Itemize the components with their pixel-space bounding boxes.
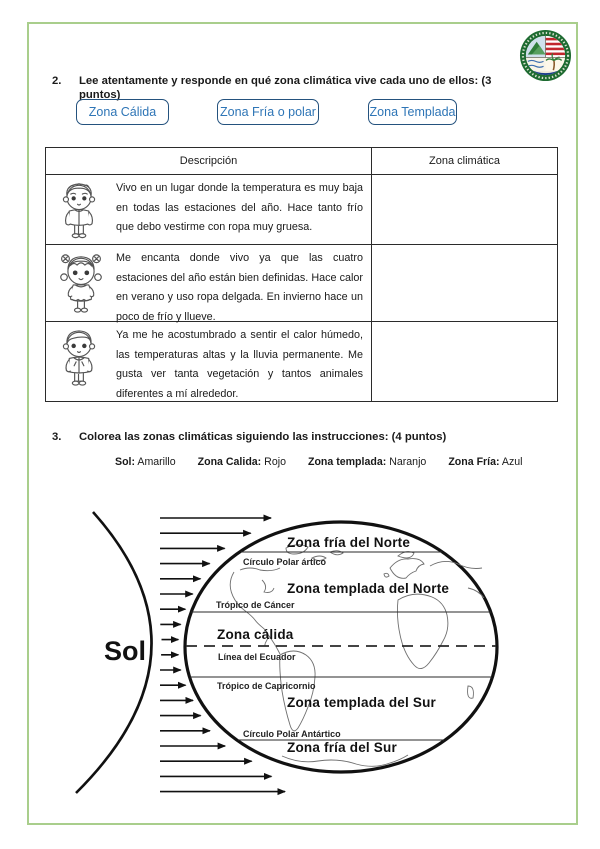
table-row-1-description	[46, 175, 372, 245]
label-zona-calida: Zona cálida	[217, 627, 294, 642]
table-row-3-answer-cell	[372, 322, 557, 401]
child-girl-icon	[55, 251, 107, 315]
color-key-zona-fria: Zona Fría: Azul	[448, 456, 523, 468]
label-zona-fria-sur: Zona fría del Sur	[287, 740, 397, 755]
child-boy-winter-icon	[55, 181, 103, 241]
table-row-1-answer-cell	[372, 175, 557, 245]
question3-text: Colorea las zonas climáticas siguiendo las instrucciones: (4 puntos)	[79, 431, 447, 443]
earth-globe	[185, 522, 497, 772]
question2-text: Lee atentamente y responde en qué zona climática vive cada uno de ellos: (3 puntos)	[79, 75, 492, 101]
table-row-2-answer-cell	[372, 245, 557, 322]
label-tropico-capricornio: Trópico de Capricornio	[217, 681, 316, 691]
label-circulo-polar-artico: Círculo Polar ártico	[243, 557, 327, 567]
question2-number: 2.	[52, 75, 62, 87]
option-zona-fria-label: Zona Fría o polar	[220, 105, 316, 119]
option-zona-templada-label: Zona Templada	[369, 105, 456, 119]
col-header-descripcion: Descripción	[46, 148, 372, 175]
col-header-zona-climatica: Zona climática	[372, 148, 557, 175]
color-key-zona-templada: Zona templada: Naranjo	[307, 456, 427, 468]
table-row-3-description	[46, 322, 372, 401]
option-zona-calida-label: Zona Cálida	[88, 105, 157, 119]
question3-heading	[52, 430, 532, 444]
label-tropico-cancer: Trópico de Cáncer	[216, 600, 295, 610]
color-key	[115, 456, 523, 468]
question3-number: 3.	[52, 431, 62, 443]
color-key-zona-calida: Zona Calida: Rojo	[197, 456, 286, 468]
row1-text: Vivo en un lugar donde la temperatura es muy baja en todas las estaciones del año. Hace tanto frío que debo vestirme con ropa muy gruesa.	[116, 182, 363, 233]
label-circulo-polar-antartico: Círculo Polar Antártico	[243, 729, 341, 739]
child-boy-icon	[55, 328, 103, 388]
description-table	[45, 147, 558, 402]
label-zona-templada-norte: Zona templada del Norte	[287, 581, 450, 596]
label-zona-templada-sur: Zona templada del Sur	[287, 695, 436, 710]
row2-text: Me encanta donde vivo ya que las cuatro estaciones del año están bien definidas. Hace calor en verano y uso ropa delgada. En invierno hace un poco de frío y llueve.	[116, 252, 363, 323]
row3-text: Ya me he acostumbrado a sentir el calor húmedo, las temperaturas altas y la lluvia permanente. Me gusta ver tanta vegetación y tantos animales diferentes a mí alrededor.	[116, 329, 363, 400]
question2-heading	[52, 74, 532, 102]
sun-label: Sol	[104, 636, 147, 666]
table-row-2-description	[46, 245, 372, 322]
option-zona-calida	[76, 99, 169, 125]
label-zona-fria-norte: Zona fría del Norte	[287, 535, 411, 550]
label-linea-ecuador: Línea del Ecuador	[218, 652, 296, 662]
color-key-sol: Sol: Amarillo	[115, 456, 176, 468]
option-zona-templada	[368, 99, 457, 125]
climate-zones-diagram	[0, 492, 600, 817]
option-zona-fria-o-polar	[217, 99, 319, 125]
